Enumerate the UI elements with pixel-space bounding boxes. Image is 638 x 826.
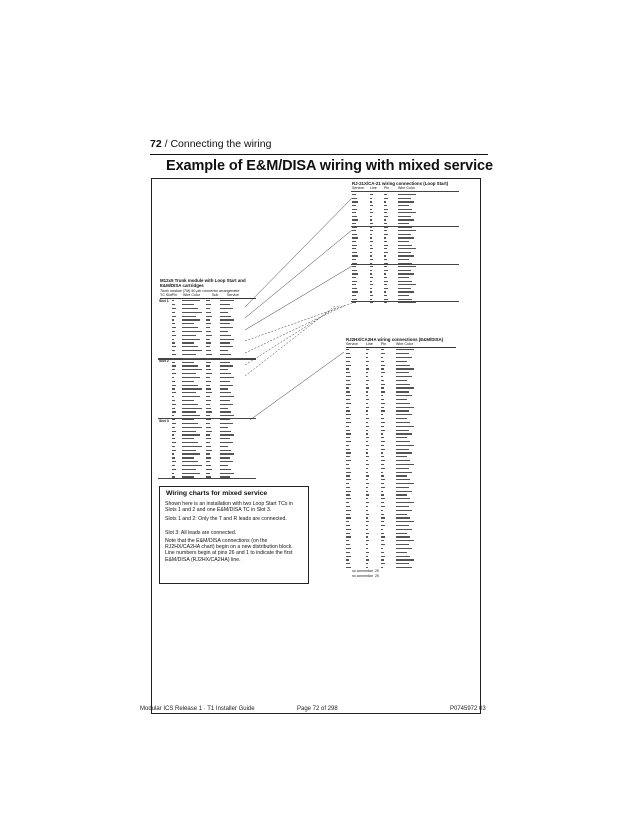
rj2hx-table-title: RJ2HX/CA2HA wiring connections (E&M/DISA) xyxy=(346,337,444,342)
col-service: Service xyxy=(352,186,364,190)
no-connection-2: no connection 25 xyxy=(352,573,379,578)
col-line: Line xyxy=(366,342,373,346)
connector-line xyxy=(250,352,344,420)
connector-line xyxy=(245,198,352,307)
connector-line xyxy=(245,305,340,365)
col-service: Service xyxy=(346,342,358,346)
rj21-table-title: RJ-21X/CA-21 wiring connections (Loop Start) xyxy=(352,181,449,186)
col-line: Line xyxy=(370,186,377,190)
no-connection-text: no connection xyxy=(352,569,374,573)
section-title: / Connecting the wiring xyxy=(164,138,272,150)
no-connection-text: no connection xyxy=(352,573,374,578)
col-wire-color: Wire Color xyxy=(396,342,413,346)
footer-right: P0745972 03 xyxy=(450,706,486,712)
note-paragraph: Slot 3: All leads are connected. xyxy=(165,530,237,536)
col-sub: Sub xyxy=(212,293,219,297)
col-wire-color: Wire Color xyxy=(398,186,415,190)
note-paragraph: Note that the E&M/DISA connections (on the RJ2HX/CA2HA chart) begin on a new distribution block. Line numbers begin at pins 26 and 1 to indicate the first E&M/DISA (RJ2HX/CA2HA) line. xyxy=(165,538,293,563)
col-service: Service xyxy=(227,293,239,297)
note-paragraph: Slots 1 and 2: Only the T and R leads are connected. xyxy=(165,516,287,522)
connector-line xyxy=(245,305,346,353)
page-number: 72 xyxy=(150,138,162,150)
no-connection-1: no connection 25 xyxy=(352,569,379,573)
connector-line xyxy=(245,230,352,318)
connector-line xyxy=(245,303,352,341)
col-pin: Pin xyxy=(384,186,390,190)
slot-3-label: Slot 3 xyxy=(159,419,169,423)
connector-line xyxy=(245,266,352,330)
footer-center: Page 72 of 298 xyxy=(297,706,338,712)
col-pin: Pin xyxy=(381,342,387,346)
note-paragraph: Shown here is an installation with two Loop Start TCs in Slots 1 and 2 and one E&M/DISA TC in Slot 3. xyxy=(165,501,293,514)
page-title: Example of E&M/DISA wiring with mixed service xyxy=(166,158,493,174)
col-pin: Pin xyxy=(172,293,178,297)
slot-1-label: Slot 1 xyxy=(159,299,169,303)
left-table-caption-2: E&M/DISA cartridges xyxy=(160,283,204,288)
footer-left: Modular ICS Release 1 · T1 Installer Guide xyxy=(140,706,255,712)
col-wire-color: Wire Color xyxy=(183,293,200,297)
mixed-service-note-title: Wiring charts for mixed service xyxy=(166,490,268,497)
left-table-caption-3: Trunk module (TM) 50-pin connector arrangement xyxy=(160,288,240,293)
slot-2-label: Slot 2 xyxy=(159,359,169,363)
col-tc-slot: TC Slot xyxy=(160,293,172,297)
left-table-caption-1: M12x5 Trunk module with Loop Start and xyxy=(160,278,246,283)
